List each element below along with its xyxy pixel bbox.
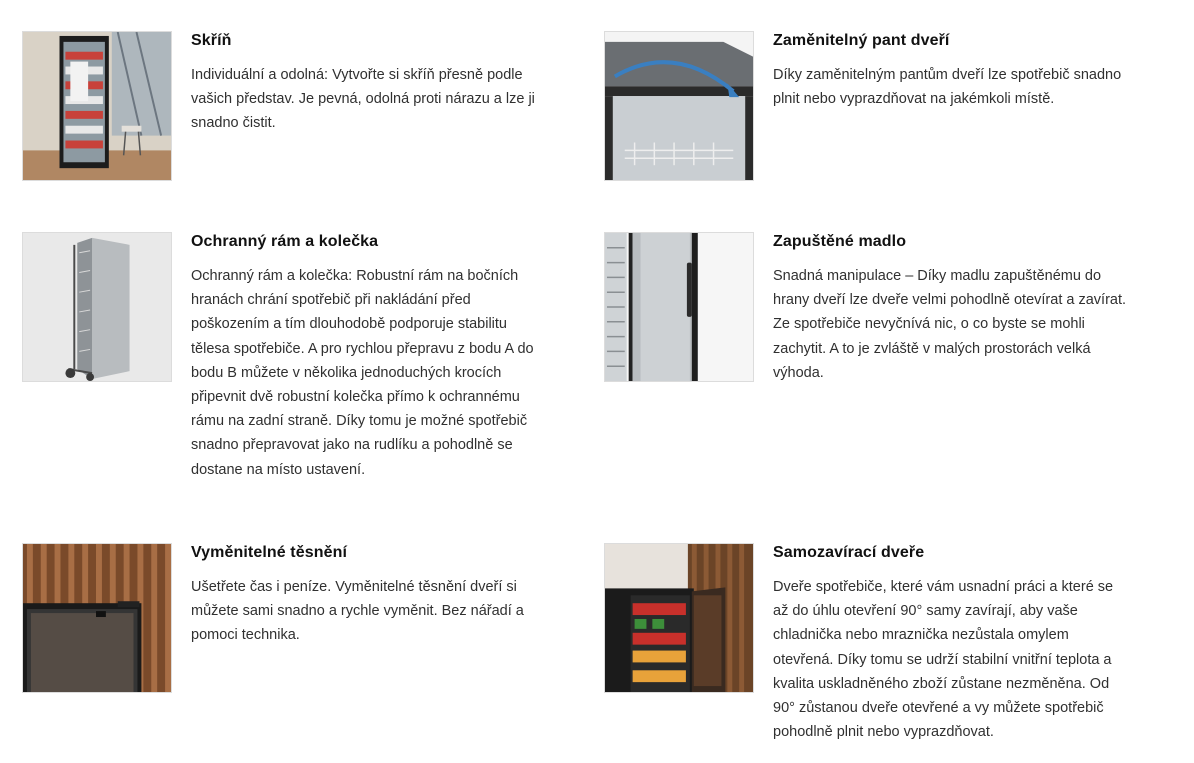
feature-title: Skříň — [191, 32, 232, 49]
recessed-handle-image — [604, 232, 754, 382]
door-hinge-image — [604, 31, 754, 181]
feature-title: Ochranný rám a kolečka — [191, 233, 379, 250]
feature-description: Dveře spotřebiče, které vám usnadní práci a které se až do úhlu otevření 90° samy zavírají, aby vaše chladnička nebo mraznička nezůstala omylem otevřená. Díky tomu se udrží stabilní vnitřní teplota a kvalita uskladněného zboží zůstane nezměněna. Od 90° zůstanou dveře otevřené a vy můžete spotřebič pohodlně plnit nebo vyprazdňovat. — [773, 579, 1114, 741]
cabinet-image — [22, 31, 172, 181]
feature-title: Zapuštěné madlo — [773, 233, 907, 250]
feature-description: Snadná manipulace – Díky madlu zapuštěnému do hrany dveří lze dveře velmi pohodlně otevírat a zavírat. Ze spotřebiče nevyčnívá nic, o co byste se mohli zachytit. A to je zvláště v malých prostorách velká výhoda. — [773, 268, 1127, 381]
self-closing-door-image — [604, 543, 754, 693]
frame-wheels-image — [22, 232, 172, 382]
feature-description: Ušetřete čas i peníze. Vyměnitelné těsnění dveří si můžete sami snadno a rychle vyměnit. Bez nářadí a pomoci technika. — [191, 579, 524, 644]
feature-description: Individuální a odolná: Vytvořte si skříň přesně podle vašich představ. Je pevná, odolná proti nárazu a lze ji snadno čistit. — [191, 67, 535, 132]
feature-description: Ochranný rám a kolečka: Robustní rám na bočních hranách chrání spotřebič při nakládání před poškozením a tím dlouhodobě podporuje stabilitu tělesa spotřebiče. A pro rychlou přepravu z bodu A do bodu B můžete v několika jednoduchých krocích připevnit dvě robustní kolečka přímo k ochrannému rámu na zadní straně. Díky tomu je možné spotřebič snadno přepravovat jako na rudlíku a pohodlně se dostane na místo ustavení. — [191, 268, 534, 478]
feature-title: Samozavírací dveře — [773, 544, 925, 561]
replaceable-seal-image — [22, 543, 172, 693]
feature-title: Vyměnitelné těsnění — [191, 544, 348, 561]
feature-title: Zaměnitelný pant dveří — [773, 32, 950, 49]
feature-description: Díky zaměnitelným pantům dveří lze spotřebič snadno plnit nebo vyprazdňovat na jakémkoli místě. — [773, 67, 1122, 108]
